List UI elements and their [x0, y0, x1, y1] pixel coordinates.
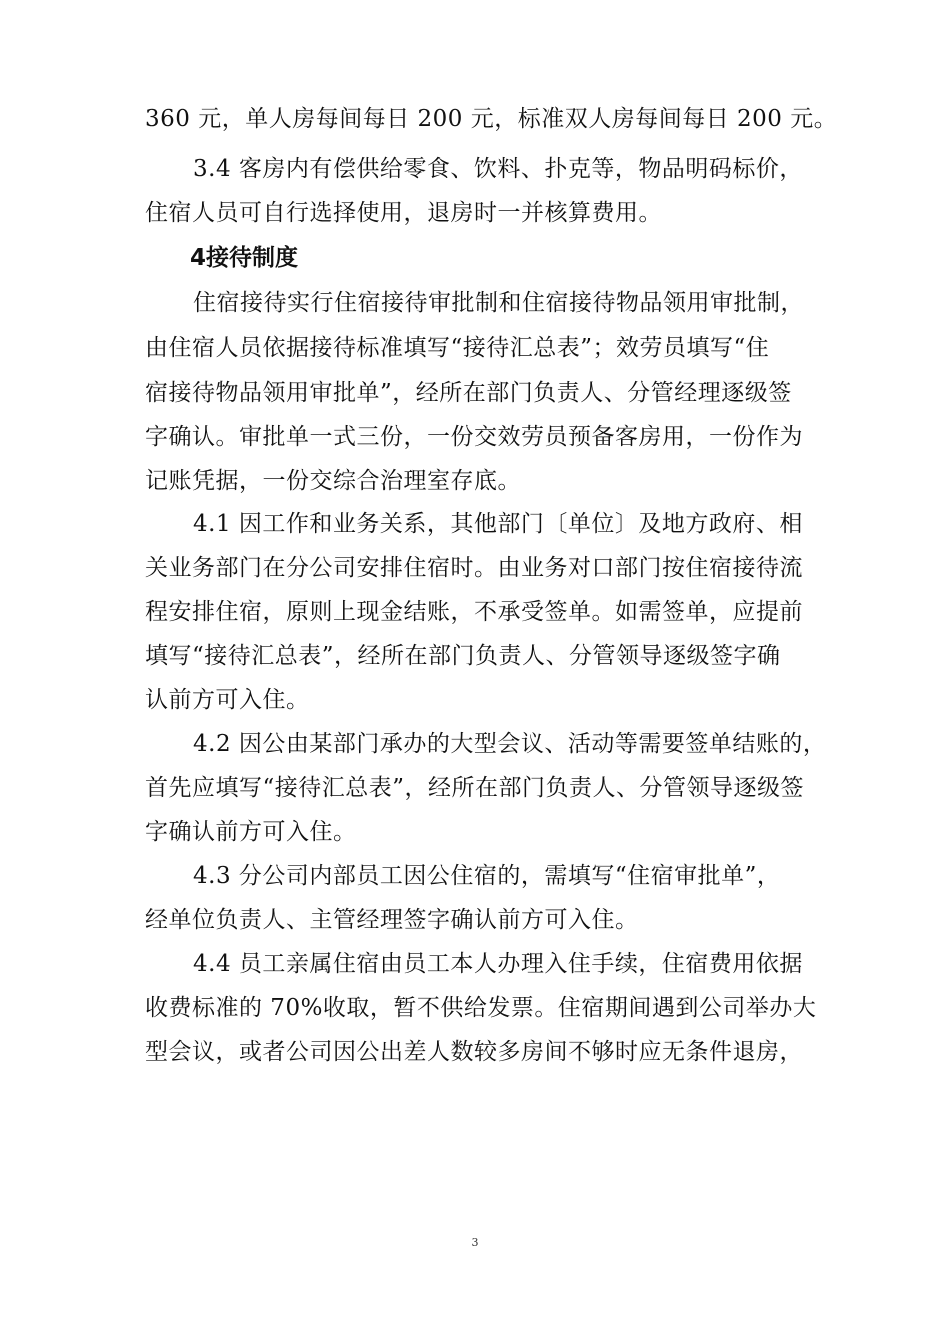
paragraph-line: 认前方可入住。 — [145, 687, 310, 713]
section-heading: 4接待制度 — [190, 245, 299, 271]
paragraph-line: 填写“接待汇总表”，经所在部门负责人、分管领导逐级签字确 — [145, 643, 781, 669]
paragraph-line: 4.2 因公由某部门承办的大型会议、活动等需要签单结账的， — [193, 731, 827, 757]
paragraph-line: 4.1 因工作和业务关系，其他部门〔单位〕及地方政府、相 — [193, 511, 803, 537]
paragraph-line: 由住宿人员依据接待标准填写“接待汇总表”；效劳员填写“住 — [145, 335, 770, 361]
paragraph-line: 住宿人员可自行选择使用，退房时一并核算费用。 — [145, 200, 662, 226]
paragraph-line: 字确认。审批单一式三份，一份交效劳员预备客房用，一份作为 — [145, 424, 803, 450]
paragraph-line: 记账凭据，一份交综合治理室存底。 — [145, 468, 521, 494]
paragraph-line: 首先应填写“接待汇总表”，经所在部门负责人、分管领导逐级签 — [145, 775, 805, 801]
paragraph-line: 经单位负责人、主管经理签字确认前方可入住。 — [145, 907, 639, 933]
paragraph-line: 4.3 分公司内部员工因公住宿的，需填写“住宿审批单”， — [193, 863, 781, 889]
paragraph-line: 宿接待物品领用审批单”，经所在部门负责人、分管经理逐级签 — [145, 380, 792, 406]
paragraph-line: 收费标准的 70%收取，暂不供给发票。住宿期间遇到公司举办大 — [145, 995, 817, 1021]
paragraph-line: 住宿接待实行住宿接待审批制和住宿接待物品领用审批制， — [193, 290, 804, 316]
page-number: 3 — [471, 1236, 479, 1249]
paragraph-line: 字确认前方可入住。 — [145, 819, 357, 845]
paragraph-line: 360 元，单人房每间每日 200 元，标准双人房每间每日 200 元。 — [145, 106, 838, 132]
paragraph-line: 程安排住宿，原则上现金结账，不承受签单。如需签单，应提前 — [145, 599, 803, 625]
paragraph-line: 3.4 客房内有偿供给零食、饮料、扑克等，物品明码标价， — [193, 156, 803, 182]
paragraph-line: 4.4 员工亲属住宿由员工本人办理入住手续，住宿费用依据 — [193, 951, 803, 977]
paragraph-line: 关业务部门在分公司安排住宿时。由业务对口部门按住宿接待流 — [145, 555, 803, 581]
paragraph-line: 型会议，或者公司因公出差人数较多房间不够时应无条件退房， — [145, 1039, 803, 1065]
